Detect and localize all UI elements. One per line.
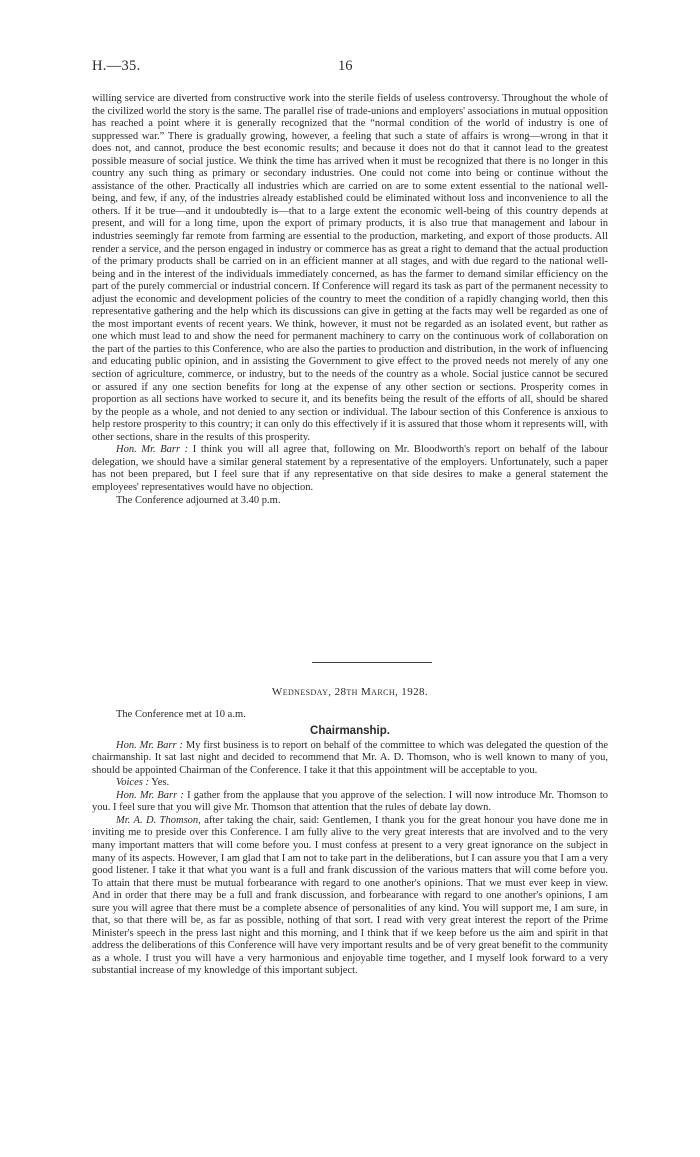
- speech-text: I think you will all agree that, following on Mr. Bloodworth's report on behalf of the labour delegation, we should have a similar general statement by a representative of the employers. Unfortunately, such a paper has not been prepared, but I feel sure that if any representative on that side desires to make a general statement the employees' representatives would have no objection.: [92, 444, 608, 493]
- speech-text: Yes.: [148, 777, 170, 789]
- body-text-continued: [92, 93, 608, 507]
- speaker-name: Voices :: [116, 777, 149, 789]
- paragraph-labour-statement: willing service are diverted from constructive work into the sterile fields of useless controversy. Throughout the whole of the civilized world the story is the same. The parallel rise of trade-unions and employers' associations in mutual opposition has reached a point where it is generally recognized that the “normal condition of the world of industry is one of suppressed war.” There is gradually growing, however, a feeling that such a state of affairs is wrong—wrong in that it does not, and cannot, produce the best economic results; and because it does not do that it cannot lead to the greatest possible measure of social justice. We think the time has arrived when it must be recognized that there is no longer in this country any such thing as primary or secondary industries. One could not come into being or continue without the assistance of the other. Practically all industries which are carried on are to some extent essential to the national well-being, and few, if any, of the industries already established could be eliminated without loss and inconvenience to all the others. If it be true—and it undoubtedly is—that to a large extent the economic well-being of this country depends at present, and will for a long time, upon the export of primary products, it is also true that management and labour in industries seemingly far remote from farming are essential to the production, marketing, and export of those products. All render a service, and the person engaged in industry or commerce has as great a right to demand that the actual production of the primary products shall be carried on in an efficient manner at all stages, and with due regard to the national well-being and in the interest of the individuals immediately concerned, as has the farmer to demand similar efficiency on the part of the purely commercial or industrial concern. If Conference will regard its task as part of the permanent necessity to adjust the economic and development policies of the country to meet the condition of a rapidly changing world, then this representative gathering and the help which its discussions can give in getting at the facts may well be regarded as one of the most important events of recent years. We think, however, it must not be regarded as an isolated event, but rather as one which must lead to and show the need for permanent machinery to carry on the continuous work of collaboration on the part of the parties to this Conference, who are also the parties to production and distribution, in the work of influencing and educating public opinion, and in assisting the Government to give effect to the proved needs not merely of any one section of agriculture, commerce, or industry, but to the needs of the country as a whole. Social justice cannot be secured or assured if any one section benefits for long at the expense of any other section or sections. Prosperity comes in proportion as all sections have worked to secure it, and its benefits being the result of the efforts of all, should be shared by the people as a whole, and not denied to any section or individual. The labour section of this Conference is anxious to help restore prosperity to this country; it can only do this effectively if it is assured that those whom it represents will, with other sections, share in the results of this prosperity.: [92, 93, 608, 443]
- speech-text: after taking the chair, said: Gentlemen, I thank you for the great honour you have done me in inviting me to preside over this Conference. I am fully alive to the very great interests that are involved and to the very many important matters that will come before you. I must confess at present to a very great ignorance on the subject in many of its aspects. However, I am glad that I am not to take part in the deliberations, but I can assure you that I am a very good listener. I take it that what you want is a full and frank discussion of the various matters that will come before you. To attain that there must be mutual forbearance with regard to one another's opinions. That we must ever keep in view. And in order that there may be a full and frank discussion, and forbearance with regard to one another's opinions, I am sure you will agree that there must be a complete absence of personalities of any kind. You will support me, I am sure, in that, so that there will be, as far as possible, nothing of that sort. I read with very great interest the report of the Prime Minister's speech in the press last night and this morning, and I think that if we keep before us the aim and spirit in that address the deliberations of this Conference will have very important results and be of very great benefit to the community as a whole. I trust you will have a very harmonious and enjoyable time together, and I myself look forward to a very substantial increase of my knowledge of this important subject.: [92, 814, 608, 977]
- speech-text: My first business is to report on behalf of the committee to which was delegated the question of the chairmanship. It sat last night and decided to recommend that Mr. A. D. Thomson, who is well known to many of you, should be appointed Chairman of the Conference. I take it that this appointment will be acceptable to you.: [92, 739, 608, 776]
- paragraph-barr-remark: [92, 444, 608, 494]
- speaker-name: Hon. Mr. Barr :: [116, 739, 183, 751]
- paragraph-voices: [92, 777, 608, 790]
- speaker-name: Hon. Mr. Barr :: [116, 444, 189, 456]
- paragraph-thomson-address: [92, 815, 608, 978]
- session-date: Wednesday, 28th March, 1928.: [271, 686, 429, 698]
- speaker-name: Mr. A. D. Thomson,: [116, 814, 201, 826]
- document-reference: H.—35.: [92, 58, 141, 74]
- speech-text: I gather from the applause that you approve of the selection. I will now introduce Mr. Thomson to you. I feel sure that you will give Mr. Thomson that attention that the rules of debate lay down.: [92, 789, 609, 814]
- speaker-name: Hon. Mr. Barr :: [116, 789, 184, 801]
- paragraph-barr-introduction: [92, 790, 608, 815]
- paragraph-barr-chairmanship: [92, 740, 608, 778]
- wednesday-session: [92, 686, 608, 978]
- meeting-time-line: The Conference met at 10 a.m.: [116, 708, 246, 720]
- page-number: 16: [338, 58, 353, 74]
- section-heading: Chairmanship.: [310, 725, 390, 738]
- paragraph-adjourned: The Conference adjourned at 3.40 p.m.: [116, 494, 281, 506]
- section-divider: [312, 662, 432, 663]
- page-header: [92, 58, 608, 80]
